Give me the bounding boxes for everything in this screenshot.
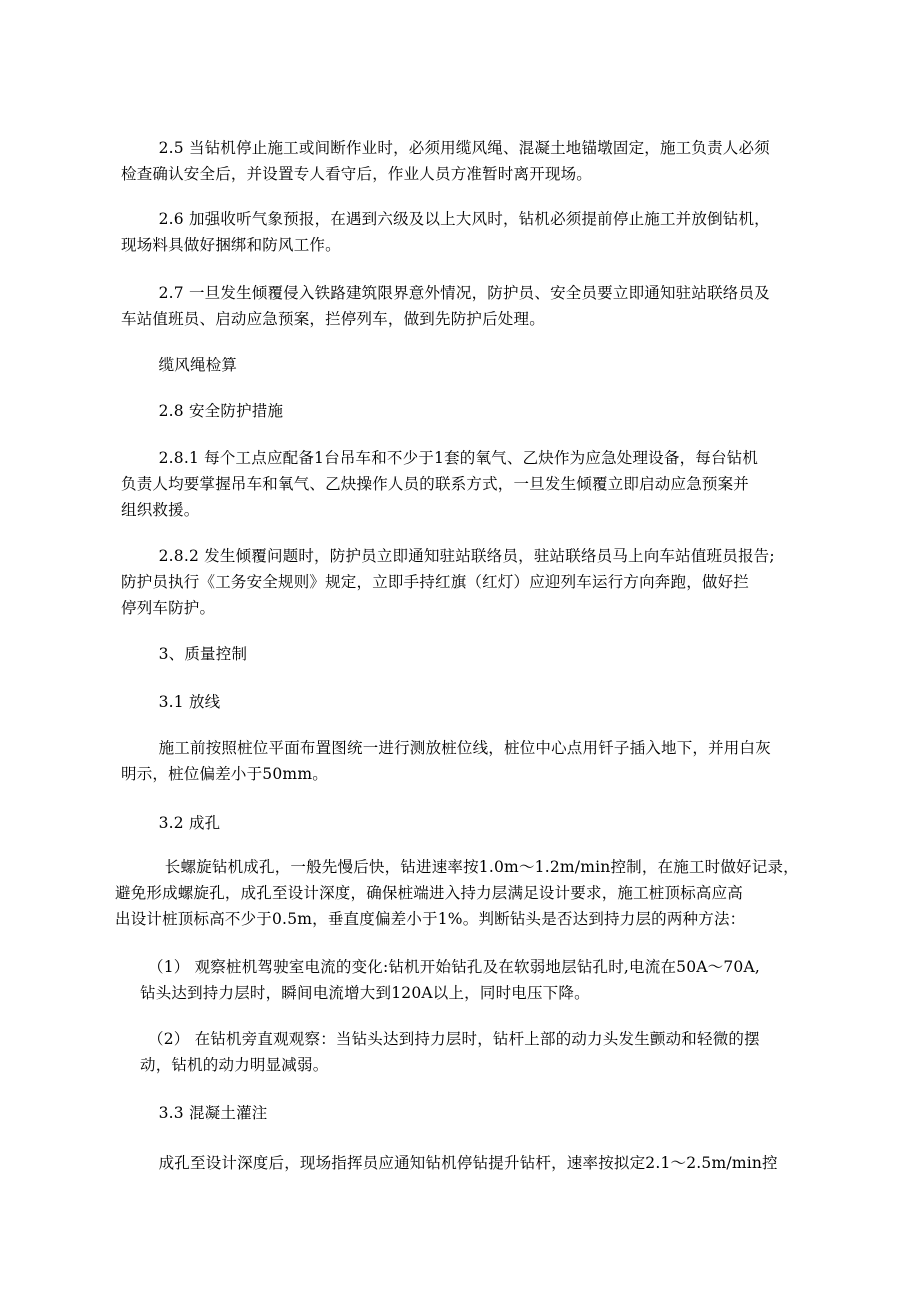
text-line: 成孔至设计深度后，现场指挥员应通知钻机停钻提升钻杆，速率按拟定2.1～2.5m/min控 <box>158 1154 778 1172</box>
paragraph-2-8-1 <box>121 445 788 523</box>
text-line: 3.1 放线 <box>158 693 221 711</box>
text-line: 检查确认安全后，并设置专人看守后，作业人员方准暂时离开现场。 <box>121 165 593 183</box>
text-line: 2.5 当钻机停止施工或间断作业时，必须用缆风绳、混凝土地锚墩固定，施工负责人必须 <box>158 139 770 157</box>
text-line: 动，钻机的动力明显减弱。 <box>140 1056 329 1074</box>
text-line: 明示，桩位偏差小于50mm。 <box>121 765 328 783</box>
paragraph-3-3-body <box>140 1150 788 1176</box>
section-heading-3-3 <box>140 1100 788 1126</box>
section-label-cable-check <box>140 352 788 378</box>
text-line: 3.2 成孔 <box>158 814 221 832</box>
text-line: 施工前按照桩位平面布置图统一进行测放桩位线，桩位中心点用钎子插入地下，并用白灰 <box>158 739 771 757</box>
text-line: 车站值班员、启动应急预案，拦停列车，做到先防护后处理。 <box>121 310 545 328</box>
text-line: 缆风绳检算 <box>158 356 238 374</box>
paragraph-3-2-body <box>115 854 799 932</box>
text-line: 2.8.1 每个工点应配备1台吊车和不少于1套的氧气、乙炔作为应急处理设备，每台钻机 <box>158 449 759 467</box>
text-line: 2.6 加强收听气象预报，在遇到六级及以上大风时，钻机必须提前停止施工并放倒钻机， <box>158 210 770 228</box>
text-line: 出设计桩顶标高不少于0.5m，垂直度偏差小于1%。判断钻头是否达到持力层的两种方法： <box>115 910 746 928</box>
paragraph-method-2 <box>140 1026 796 1078</box>
text-line: 避免形成螺旋孔，成孔至设计深度，确保桩端进入持力层满足设计要求，施工桩顶标高应高 <box>115 884 744 902</box>
paragraph-2-8-2 <box>121 543 788 621</box>
text-line: 防护员执行《工务安全规则》规定，立即手持红旗（红灯）应迎列车运行方向奔跑，做好拦 <box>121 573 750 591</box>
section-heading-3-2 <box>140 810 788 836</box>
section-heading-2-8 <box>140 398 788 424</box>
paragraph-2-5 <box>121 135 788 187</box>
text-line: 长螺旋钻机成孔，一般先慢后快，钻进速率按1.0m～1.2m/min控制，在施工时做好记录， <box>164 858 799 876</box>
text-line: 3.3 混凝土灌注 <box>158 1104 268 1122</box>
text-line: 组织救援。 <box>121 501 200 519</box>
paragraph-3-1-body <box>121 735 788 787</box>
text-line: 2.8 安全防护措施 <box>158 402 284 420</box>
paragraph-2-6 <box>121 206 788 258</box>
paragraph-method-1 <box>140 954 796 1006</box>
section-heading-3 <box>140 641 788 667</box>
text-line: （2） 在钻机旁直观观察：当钻头达到持力层时，钻杆上部的动力头发生颤动和轻微的摆 <box>148 1030 760 1048</box>
text-line: （1） 观察桩机驾驶室电流的变化:钻机开始钻孔及在软弱地层钻孔时,电流在50A～70A, <box>148 958 761 976</box>
text-line: 现场料具做好捆绑和防风工作。 <box>121 236 341 254</box>
text-line: 2.7 一旦发生倾覆侵入铁路建筑限界意外情况，防护员、安全员要立即通知驻站联络员及 <box>158 284 770 302</box>
text-line: 钻头达到持力层时，瞬间电流增大到120A以上，同时电压下降。 <box>140 984 590 1002</box>
text-line: 负责人均要掌握吊车和氧气、乙炔操作人员的联系方式，一旦发生倾覆立即启动应急预案并 <box>121 475 750 493</box>
section-heading-3-1 <box>140 689 788 715</box>
text-line: 停列车防护。 <box>121 599 216 617</box>
text-line: 2.8.2 发生倾覆问题时，防护员立即通知驻站联络员，驻站联络员马上向车站值班员报告; <box>158 547 775 565</box>
paragraph-2-7 <box>121 280 788 332</box>
text-line: 3、质量控制 <box>158 645 248 663</box>
